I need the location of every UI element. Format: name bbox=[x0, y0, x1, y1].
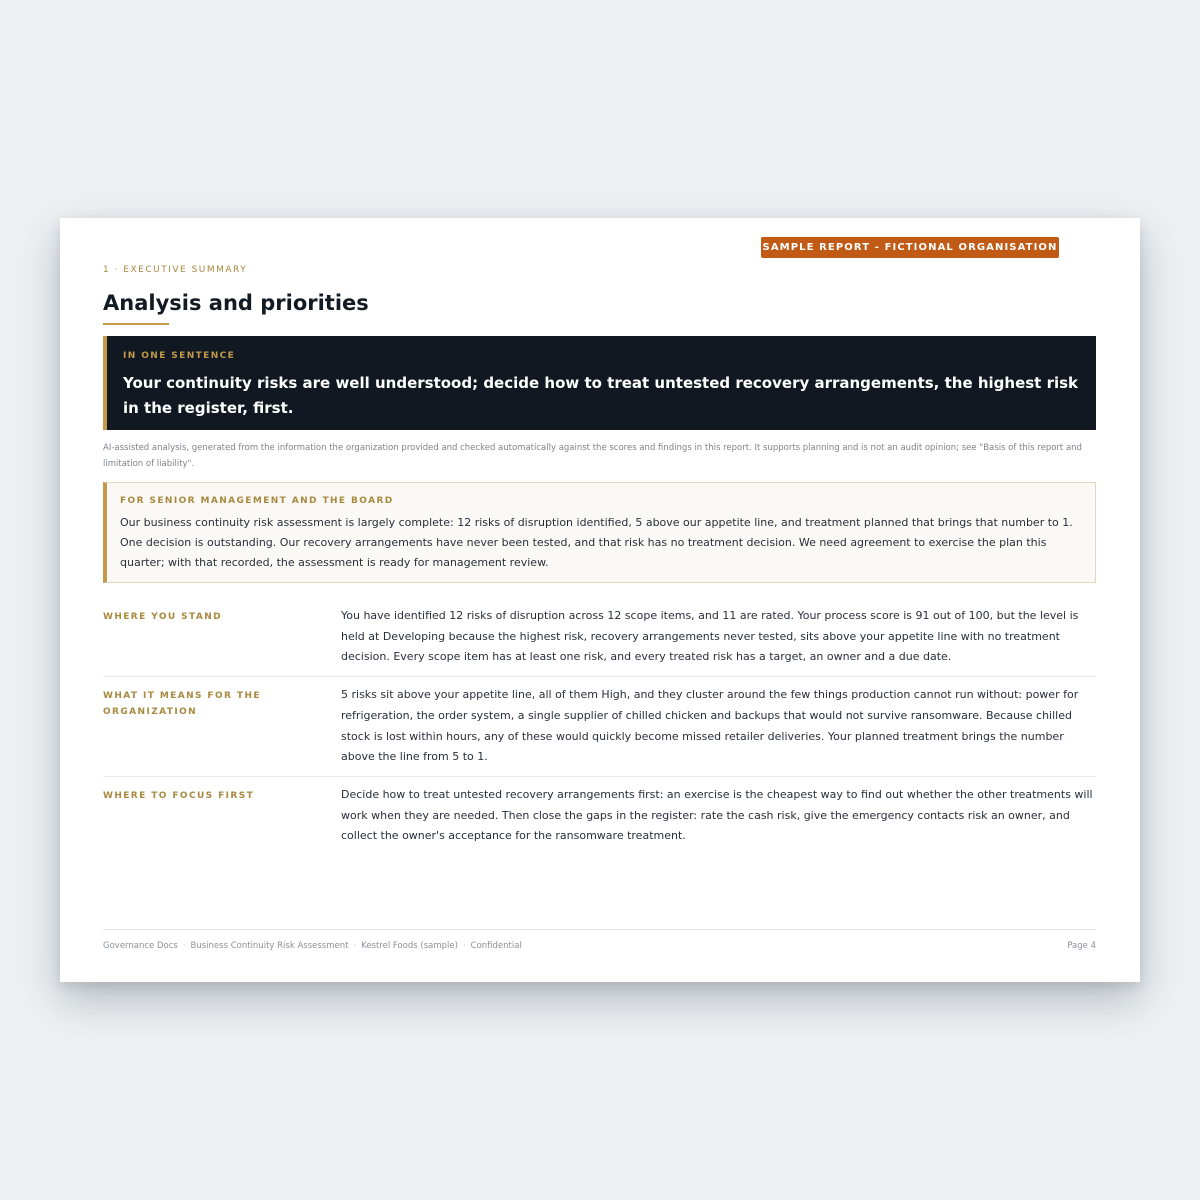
footer-document: Business Continuity Risk Assessment bbox=[190, 941, 349, 951]
one-sentence-text: Your continuity risks are well understood; decide how to treat untested recovery arrangements, the highest risk in the register, first. bbox=[123, 374, 1079, 417]
footer-organisation: Kestrel Foods (sample) bbox=[361, 941, 458, 951]
footer-divider bbox=[103, 929, 1096, 930]
row-text: You have identified 12 risks of disruption across 12 scope items, and 11 are rated. Your process score is 91 out of 100, but the level is held at Developing because the highest risk, recovery arrangements never tested, sits above your appetite line with no treatment decision. Every scope item has at least one risk, and every treated risk has a target, an owner and a due date. bbox=[341, 609, 1079, 664]
row-text: 5 risks sit above your appetite line, all of them High, and they cluster around the few things production cannot run without: power for refrigeration, the order system, a single supplier of chilled chicken and backups that would not survive ransomware. Because chilled stock is lost within hours, any of these would quickly become missed retailer deliveries. Your planned treatment brings the number above the line from 5 to 1. bbox=[341, 688, 1079, 764]
footer-product: Governance Docs bbox=[103, 941, 178, 951]
row-label: WHERE TO FOCUS FIRST bbox=[103, 790, 255, 801]
footer-separator: · bbox=[353, 941, 357, 951]
footer-separator: · bbox=[462, 941, 466, 951]
summary-row-where-to-focus bbox=[103, 777, 1096, 855]
summary-row-what-it-means bbox=[103, 677, 1096, 777]
one-sentence-callout bbox=[103, 336, 1096, 430]
board-summary-callout bbox=[103, 482, 1096, 583]
footer-meta bbox=[103, 941, 522, 951]
sample-report-badge: SAMPLE REPORT - FICTIONAL ORGANISATION bbox=[761, 237, 1059, 258]
board-summary-label: FOR SENIOR MANAGEMENT AND THE BOARD bbox=[120, 496, 394, 506]
row-label: WHERE YOU STAND bbox=[103, 612, 222, 622]
row-label: WHAT IT MEANS FOR THE ORGANIZATION bbox=[103, 691, 261, 718]
section-kicker: 1 · EXECUTIVE SUMMARY bbox=[103, 265, 248, 275]
one-sentence-label: IN ONE SENTENCE bbox=[123, 351, 236, 361]
summary-rows bbox=[103, 598, 1096, 855]
summary-row-where-you-stand bbox=[103, 598, 1096, 677]
footer-separator: · bbox=[182, 941, 186, 951]
footer-classification: Confidential bbox=[470, 941, 522, 951]
title-underline bbox=[103, 323, 169, 325]
ai-disclaimer: AI-assisted analysis, generated from the information the organization provided and checked automatically against the scores and findings in this report. It supports planning and is not an audit opinion; see "Basis of this report and limitation of liability". bbox=[103, 443, 1082, 469]
row-text: Decide how to treat untested recovery arrangements first: an exercise is the cheapest way to find out whether the other treatments will work when they are needed. Then close the gaps in the register: rate the cash risk, give the emergency contacts risk an owner, and collect the owner's acceptance for the ransomware treatment. bbox=[341, 787, 1093, 843]
page-title: Analysis and priorities bbox=[103, 291, 369, 315]
board-summary-text: Our business continuity risk assessment is largely complete: 12 risks of disruption identified, 5 above our appetite line, and treatment planned that brings that number to 1. One decision is outstanding. Our recovery arrangements have never been tested, and that risk has no treatment decision. We need agreement to exercise the plan this quarter; with that recorded, the assessment is ready for management review. bbox=[120, 516, 1073, 569]
page-number: Page 4 bbox=[1067, 941, 1096, 951]
report-page bbox=[60, 218, 1140, 982]
